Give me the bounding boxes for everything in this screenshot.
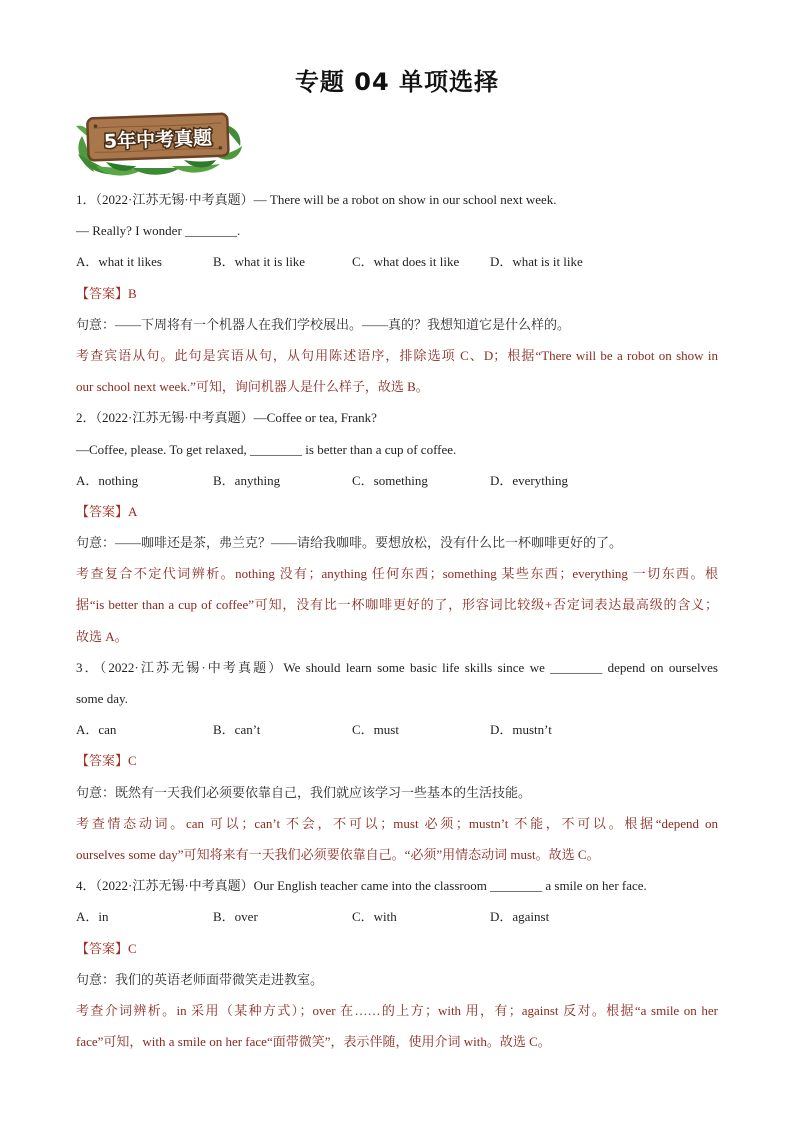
question-4-answer: 【答案】C <box>76 940 137 956</box>
question-2-stem-line-2: —Coffee, please. To get relaxed, ________ is better than a cup of coffee. <box>76 441 457 457</box>
wooden-plank <box>87 114 228 161</box>
option-a: A．what it likes <box>76 254 162 270</box>
question-1-analysis: 考查宾语从句。此句是宾语从句，从句用陈述语序，排除选项 C、D；根据“There will be a robot on show in <box>76 347 718 363</box>
question-4-options <box>76 901 718 932</box>
question-list <box>76 184 718 1057</box>
badge-text: 5年中考真题 <box>103 127 213 153</box>
question-1-answer: 【答案】B <box>76 285 137 301</box>
question-4-analysis: 考查介词辨析。in 采用（某种方式）；over 在……的上方；with 用，有；against 反对。根据“a smile on her <box>76 1002 718 1018</box>
question-2-analysis-line-2: 据“is better than a cup of coffee”可知，没有比一杯咖啡更好的了，形容词比较级+否定词表达最高级的含义； <box>76 597 718 613</box>
question-1-stem: 1．（2022·江苏无锡·中考真题）— There will be a robot on show in our school next week. <box>76 192 557 207</box>
section-badge <box>76 106 242 178</box>
option-c: C．must <box>352 722 399 738</box>
question-3-analysis-line-2: ourselves some day”可知将来有一天我们必须要依靠自己。“必须”用情态动词 must。故选 C。 <box>76 846 600 862</box>
option-d: D．what is it like <box>490 254 583 270</box>
option-a: A．nothing <box>76 472 139 488</box>
option-c: C．what does it like <box>352 254 460 270</box>
question-1-analysis-line-2: our school next week.”可知，询问机器人是什么样子，故选 B。 <box>76 379 429 395</box>
question-4-stem: 4．（2022·江苏无锡·中考真题）Our English teacher came into the classroom ________ a smile on her face. <box>76 878 647 894</box>
question-1-stem-line-2: — Really? I wonder ________. <box>76 223 241 239</box>
question-1-meaning: 句意：——下周将有一个机器人在我们学校展出。——真的？我想知道它是什么样的。 <box>76 316 571 332</box>
question-3-analysis: 考查情态动词。can 可以；can’t 不会，不可以；must 必须；mustn’t 不能，不可以。根据“depend on <box>76 815 718 831</box>
question-4-analysis-line-2: face”可知，with a smile on her face“面带微笑”，表示伴随，使用介词 with。故选 C。 <box>76 1034 551 1050</box>
question-3-stem: 3．（2022·江苏无锡·中考真题）We should learn some basic life skills since we ________ depend on ourselves <box>76 659 718 675</box>
option-c: C．something <box>352 472 428 488</box>
question-2-options <box>76 465 718 496</box>
option-b: B．over <box>213 909 258 925</box>
option-b: B．anything <box>213 472 281 488</box>
option-a: A．in <box>76 909 109 925</box>
question-3-stem-line-2: some day. <box>76 691 128 706</box>
question-3-meaning: 句意：既然有一天我们必须要依靠自己，我们就应该学习一些基本的生活技能。 <box>76 784 532 800</box>
option-b: B．can’t <box>213 722 261 738</box>
question-4-meaning: 句意：我们的英语老师面带微笑走进教室。 <box>76 971 324 987</box>
question-2-analysis: 考查复合不定代词辨析。nothing 没有；anything 任何东西；something 某些东西；everything 一切东西。根 <box>76 566 718 582</box>
question-2-meaning: 句意：——咖啡还是茶，弗兰克？——请给我咖啡。要想放松，没有什么比一杯咖啡更好的了。 <box>76 535 623 551</box>
option-b: B．what it is like <box>213 254 306 270</box>
option-d: D．mustn’t <box>490 722 552 738</box>
option-a: A．can <box>76 722 117 738</box>
question-2-answer: 【答案】A <box>76 503 138 519</box>
question-2-analysis-line-3: 故选 A。 <box>76 628 128 644</box>
page-title: 专题 04 单项选择 <box>294 68 500 96</box>
question-3-answer: 【答案】C <box>76 753 137 769</box>
option-d: D．everything <box>490 472 568 488</box>
question-3-options <box>76 714 718 745</box>
option-d: D．against <box>490 909 550 925</box>
question-2-stem: 2．（2022·江苏无锡·中考真题）—Coffee or tea, Frank? <box>76 410 377 426</box>
option-c: C．with <box>352 909 397 925</box>
question-1-options <box>76 246 718 277</box>
